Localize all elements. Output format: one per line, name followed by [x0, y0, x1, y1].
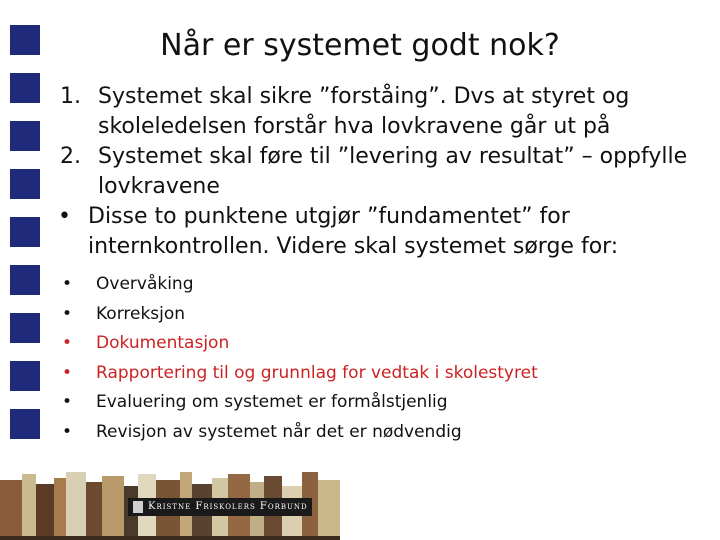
- bookshelf-image: [0, 470, 720, 540]
- list-item: [60, 202, 700, 262]
- slide-title: Når er systemet godt nok?: [160, 28, 560, 63]
- list-marker: 1.: [60, 84, 81, 109]
- sub-item-text: Korreksjon: [96, 303, 186, 324]
- decorative-square: [10, 409, 40, 439]
- decorative-square: [10, 265, 40, 295]
- bullet-marker: •: [62, 421, 73, 442]
- sub-item-text: Rapportering til og grunnlag for vedtak i skolestyret: [96, 362, 538, 383]
- decorative-square: [10, 361, 40, 391]
- decorative-square: [10, 169, 40, 199]
- sub-list-item: [60, 359, 700, 389]
- sub-list-item: [60, 300, 700, 330]
- sub-list-item: [60, 418, 700, 448]
- main-list: [60, 82, 700, 262]
- sub-item-text: Evaluering om systemet er formålstjenlig: [96, 392, 448, 412]
- sub-list: [60, 270, 700, 447]
- list-item-text: Systemet skal sikre ”forståing”. Dvs at styret og skoleledelsen forstår hva lovkravene går ut på: [98, 84, 630, 139]
- sub-item-text: Revisjon av systemet når det er nødvendig: [96, 421, 462, 442]
- sub-item-text: Overvåking: [96, 274, 194, 294]
- decorative-square: [10, 217, 40, 247]
- list-item: [60, 82, 700, 142]
- sub-item-text: Dokumentasjon: [96, 333, 230, 353]
- bullet-marker: •: [62, 362, 73, 383]
- decorative-square: [10, 313, 40, 343]
- sub-list-item: [60, 388, 700, 418]
- list-item-text: Systemet skal føre til ”levering av resultat” – oppfylle lovkravene: [98, 144, 688, 199]
- logo-emblem-icon: [133, 501, 143, 513]
- decorative-square: [10, 121, 40, 151]
- list-item-text: Disse to punktene utgjør ”fundamentet” for internkontrollen. Videre skal systemet sørge for:: [88, 204, 619, 259]
- list-marker: 2.: [60, 144, 81, 169]
- bullet-marker: •: [62, 333, 73, 353]
- sub-list-item: [60, 329, 700, 359]
- sub-list-item: [60, 270, 700, 300]
- bullet-marker: •: [62, 392, 73, 412]
- bullet-marker: •: [62, 303, 73, 324]
- decorative-square: [10, 73, 40, 103]
- bullet-marker: •: [62, 274, 73, 294]
- list-item: [60, 142, 700, 202]
- logo-text: Kristne Friskolers Forbund: [148, 501, 308, 512]
- bullet-marker: •: [58, 204, 71, 229]
- footer-logo: [128, 498, 312, 516]
